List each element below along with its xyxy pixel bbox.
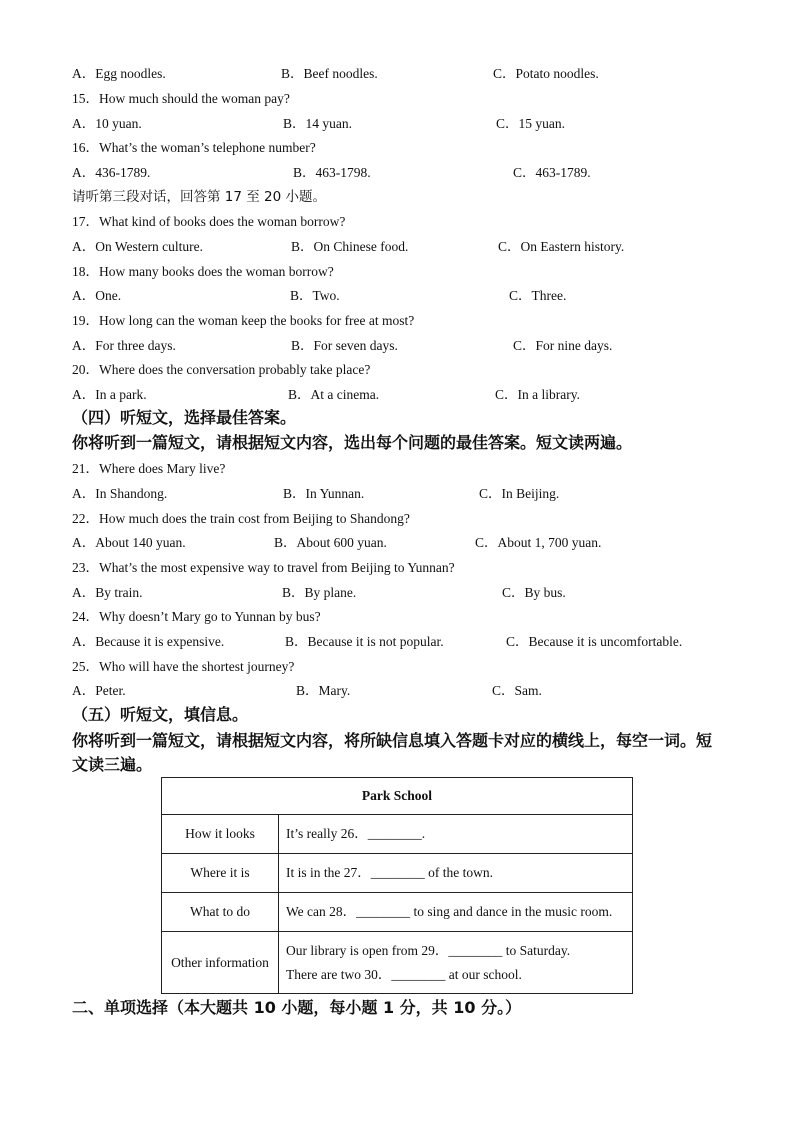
q23-option-a: A．By train.	[72, 585, 143, 600]
q25-option-b: B．Mary.	[296, 683, 351, 698]
q15-option-a: A．10 yuan.	[72, 116, 142, 131]
blank-30-line: There are two 30．________ at our school.	[286, 966, 522, 982]
q25-option-c: C．Sam.	[492, 683, 542, 698]
q17-options	[72, 238, 752, 256]
q22-option-c: C．About 1, 700 yuan.	[475, 535, 602, 550]
q21-option-c: C．In Beijing.	[479, 486, 560, 501]
q16-options	[72, 164, 752, 182]
q16-option-b: B．463-1798.	[293, 165, 371, 180]
q14-option-b: B．Beef noodles.	[281, 66, 378, 81]
info-table	[161, 777, 633, 994]
row-label: How it looks	[162, 815, 279, 854]
q24-question: 24．Why doesn’t Mary go to Yunnan by bus?	[72, 609, 321, 624]
q21-options	[72, 485, 752, 503]
q22-options	[72, 534, 752, 552]
part2-heading: 二、单项选择（本大题共 10 小题，每小题 1 分，共 10 分。）	[72, 998, 522, 1017]
q14-option-a: A．Egg noodles.	[72, 66, 166, 81]
q24-option-a: A．Because it is expensive.	[72, 634, 225, 649]
q15-option-b: B．14 yuan.	[283, 116, 352, 131]
q23-option-c: C．By bus.	[502, 585, 566, 600]
q19-option-b: B．For seven days.	[291, 338, 398, 353]
q18-option-a: A．One.	[72, 288, 122, 303]
q14-option-c: C．Potato noodles.	[493, 66, 599, 81]
row-label: Where it is	[162, 854, 279, 893]
q24-option-b: B．Because it is not popular.	[285, 634, 444, 649]
table-row	[162, 854, 633, 893]
dialog3-instruction: 请听第三段对话，回答第 17 至 20 小题。	[72, 189, 327, 205]
q19-options	[72, 337, 752, 355]
row-label: What to do	[162, 893, 279, 932]
q17-option-b: B．On Chinese food.	[291, 239, 409, 254]
section5-instruction: 你将听到一篇短文，请根据短文内容，将所缺信息填入答题卡对应的横线上，每空一词。短文读三遍。	[72, 731, 713, 774]
q20-option-c: C．In a library.	[495, 387, 580, 402]
row-content	[279, 893, 633, 932]
table-title: Park School	[162, 778, 633, 815]
q22-option-a: A．About 140 yuan.	[72, 535, 186, 550]
q22-option-b: B．About 600 yuan.	[274, 535, 387, 550]
q17-question: 17．What kind of books does the woman borrow?	[72, 214, 346, 229]
q23-question: 23．What’s the most expensive way to travel from Beijing to Yunnan?	[72, 560, 455, 575]
section4-heading: （四）听短文，选择最佳答案。	[72, 408, 297, 427]
blank-28-line: We can 28．________ to sing and dance in the music room.	[286, 904, 613, 919]
q22-question: 22．How much does the train cost from Beijing to Shandong?	[72, 511, 410, 526]
q20-question: 20．Where does the conversation probably take place?	[72, 362, 371, 377]
q23-options	[72, 584, 752, 602]
q14-options	[72, 65, 752, 83]
q19-option-a: A．For three days.	[72, 338, 176, 353]
q17-option-a: A．On Western culture.	[72, 239, 204, 254]
table-row	[162, 932, 633, 994]
blank-27-line: It is in the 27．________ of the town.	[286, 865, 493, 880]
q21-question: 21．Where does Mary live?	[72, 461, 226, 476]
q20-options	[72, 386, 752, 404]
row-content	[279, 854, 633, 893]
q24-options	[72, 633, 752, 651]
q16-option-a: A．436-1789.	[72, 165, 151, 180]
q18-options	[72, 287, 752, 305]
blank-29-line: Our library is open from 29．________ to Saturday.	[286, 942, 571, 958]
q15-option-c: C．15 yuan.	[496, 116, 565, 131]
row-label: Other information	[162, 932, 279, 994]
q20-option-b: B．At a cinema.	[288, 387, 380, 402]
q24-option-c: C．Because it is uncomfortable.	[506, 634, 683, 649]
q25-option-a: A．Peter.	[72, 683, 126, 698]
table-row	[162, 893, 633, 932]
q20-option-a: A．In a park.	[72, 387, 147, 402]
table-row	[162, 815, 633, 854]
q25-options	[72, 682, 752, 700]
blank-26-line: It’s really 26．________.	[286, 826, 426, 841]
q15-question: 15．How much should the woman pay?	[72, 91, 290, 106]
q19-option-c: C．For nine days.	[513, 338, 613, 353]
q16-question: 16．What’s the woman’s telephone number?	[72, 140, 316, 155]
q21-option-a: A．In Shandong.	[72, 486, 168, 501]
row-content	[279, 815, 633, 854]
q18-question: 18．How many books does the woman borrow?	[72, 264, 334, 279]
table-header-row	[162, 778, 633, 815]
row-content	[279, 932, 633, 994]
q23-option-b: B．By plane.	[282, 585, 357, 600]
q18-option-c: C．Three.	[509, 288, 567, 303]
q19-question: 19．How long can the woman keep the books for free at most?	[72, 313, 415, 328]
q18-option-b: B．Two.	[290, 288, 340, 303]
q16-option-c: C．463-1789.	[513, 165, 591, 180]
section5-heading: （五）听短文，填信息。	[72, 705, 249, 724]
q21-option-b: B．In Yunnan.	[283, 486, 365, 501]
q17-option-c: C．On Eastern history.	[498, 239, 625, 254]
section4-instruction: 你将听到一篇短文，请根据短文内容，选出每个问题的最佳答案。短文读两遍。	[72, 433, 633, 452]
q25-question: 25．Who will have the shortest journey?	[72, 659, 295, 674]
q15-options	[72, 115, 752, 133]
